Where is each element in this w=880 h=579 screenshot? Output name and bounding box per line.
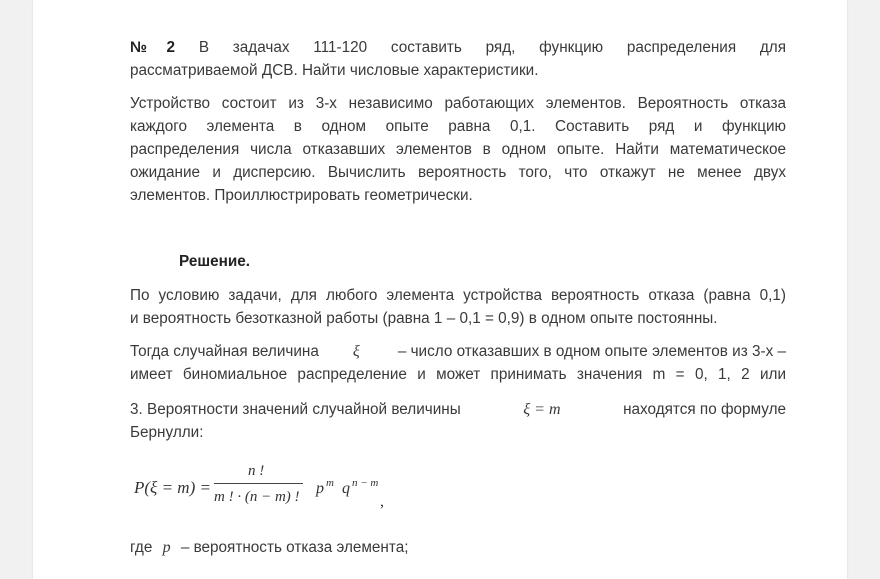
- para1-line-1: По условию задачи, для любого элемента устройства вероятность отказа (равна 0,1): [130, 287, 786, 304]
- solution-paragraph-3: [130, 398, 786, 444]
- para3-line-1: 3. Вероятности значений случайной величины ξ = m находятся по формуле: [130, 398, 786, 421]
- solution-paragraph-1: [130, 284, 786, 330]
- para3-line-2: Бернулли:: [130, 424, 204, 441]
- task-line-1: Устройство состоит из 3-х независимо работающих элементов. Вероятность отказа: [130, 95, 786, 112]
- task-line-2: каждого элемента в одном опыте равна 0,1. Составить ряд и функцию: [130, 118, 786, 135]
- formula-p: p: [316, 480, 324, 497]
- fraction-bar: [214, 483, 303, 484]
- problem-intro-line-2: рассматриваемой ДСВ. Найти числовые характеристики.: [130, 62, 539, 79]
- solution-heading: Решение.: [179, 253, 250, 270]
- where-line: где p – вероятность отказа элемента;: [130, 539, 409, 556]
- p-symbol: p: [162, 539, 171, 556]
- formula-lhs: P(ξ = m) =: [134, 478, 211, 497]
- formula-denominator: m ! · (n − m) !: [214, 489, 300, 505]
- bernoulli-formula: [130, 463, 430, 522]
- task-line-3: распределения числа отказавших элементов в одном опыте. Найти математическое: [130, 141, 786, 158]
- para2-line-2: имеет биномиальное распределение и может принимать значения m = 0, 1, 2 или: [130, 366, 786, 383]
- formula-q: q: [342, 480, 350, 497]
- problem-intro-line-1: №2 В задачах 111-120 составить ряд, функцию распределения для: [130, 39, 786, 56]
- formula-p-exponent: m: [326, 477, 334, 489]
- problem-number: №2: [130, 39, 176, 56]
- problem-task: [130, 92, 786, 207]
- document-page: [33, 0, 847, 579]
- formula-q-exponent: n − m: [352, 477, 379, 489]
- xi-equals-m: ξ = m: [523, 401, 561, 418]
- formula-comma: ,: [380, 493, 384, 510]
- task-line-4: ожидание и дисперсию. Вычислить вероятность того, что откажут не менее двух: [130, 164, 786, 181]
- solution-paragraph-2: [130, 340, 786, 386]
- para2-line-1: Тогда случайная величина ξ – число отказавших в одном опыте элементов из 3-х –: [130, 340, 786, 363]
- task-line-5: элементов. Проиллюстрировать геометрически.: [130, 187, 473, 204]
- formula-numerator: n !: [248, 463, 265, 479]
- xi-symbol: ξ: [352, 343, 360, 360]
- para1-line-2: и вероятность безотказной работы (равна 1 – 0,1 = 0,9) в одном опыте постоянны.: [130, 310, 718, 327]
- problem-intro: [130, 36, 786, 82]
